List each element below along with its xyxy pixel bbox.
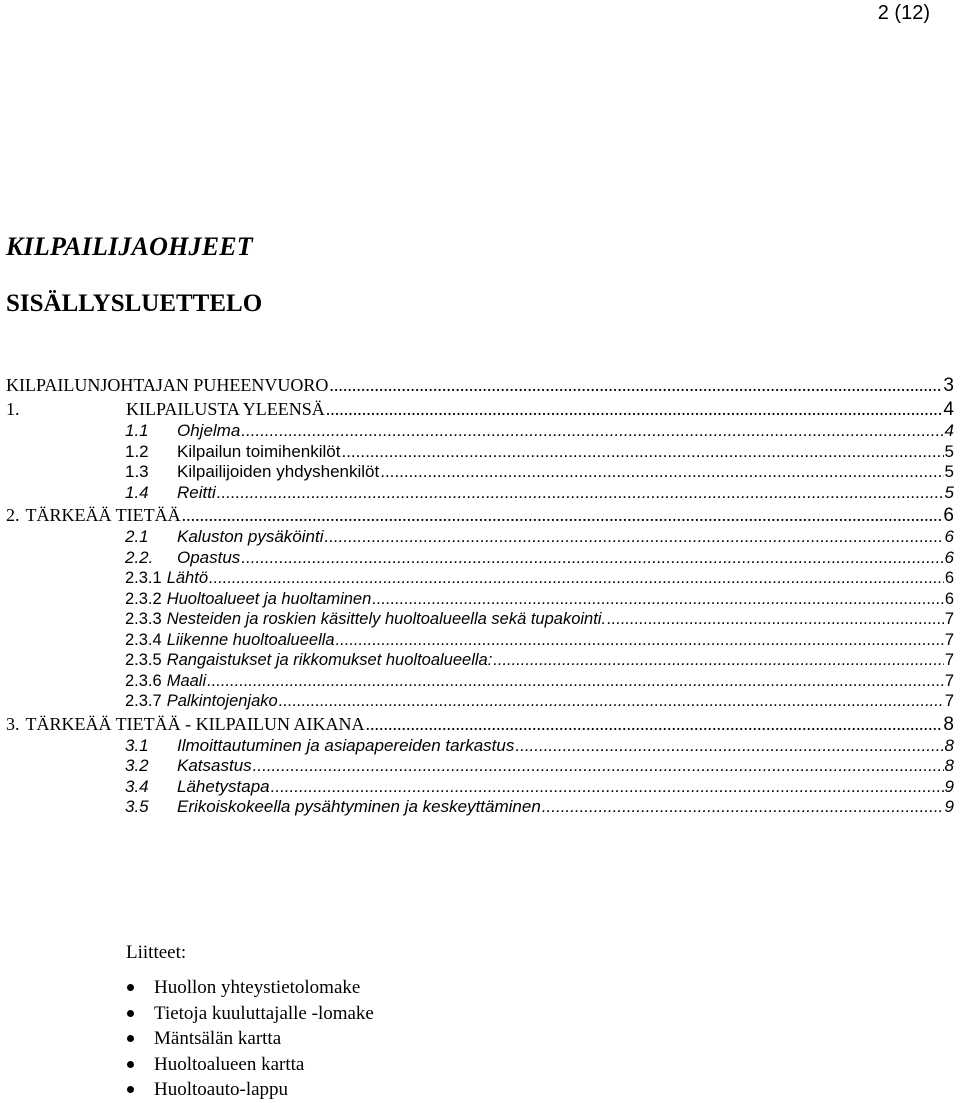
toc-entry[interactable] — [6, 691, 954, 712]
toc-entry[interactable] — [6, 589, 954, 610]
toc-dot-leader — [515, 736, 943, 757]
toc-entry-number: 2.2. — [125, 547, 154, 567]
attachment-item — [126, 1077, 374, 1103]
toc-entry-number: 1.2 — [125, 441, 149, 461]
toc-dot-leader — [493, 650, 944, 671]
toc-entry[interactable] — [6, 650, 954, 671]
attachment-item — [126, 1026, 374, 1052]
toc-dot-leader — [542, 797, 944, 818]
toc-entry-label: Opastus — [177, 547, 241, 567]
toc-dot-leader — [607, 609, 944, 630]
attachment-label: Tietoja kuuluttajalle -lomake — [154, 1002, 374, 1024]
bullet-icon — [127, 1086, 134, 1093]
toc-entry-number: 1.3 — [125, 462, 149, 481]
toc-dot-leader — [324, 527, 943, 548]
toc-entry-page: 8 — [944, 735, 954, 755]
toc-dot-leader — [207, 671, 944, 692]
toc-entry[interactable] — [6, 373, 954, 397]
toc-dot-leader — [341, 442, 943, 463]
toc-entry-label: Kilpailun toimihenkilöt — [177, 441, 341, 461]
toc-dot-leader — [279, 691, 944, 712]
toc-entry-label: Nesteiden ja roskien käsittely huoltoalueella sekä tupakointi. — [166, 610, 607, 628]
toc-entry[interactable] — [6, 548, 954, 569]
toc-entry-label: Maali — [166, 671, 207, 690]
toc-entry-label: Katsastus — [177, 756, 252, 775]
toc-dot-leader — [182, 503, 943, 527]
toc-entry[interactable] — [6, 397, 954, 421]
toc-entry-page: 3 — [943, 375, 954, 396]
toc-entry-number: 2.3.3 — [125, 610, 162, 628]
toc-entry-label: KILPAILUNJOHTAJAN PUHEENVUORO — [6, 375, 329, 395]
page-number: 2 (12) — [877, 2, 930, 24]
toc-entry-number: 2.3.1 — [125, 569, 162, 587]
toc-entry-label: Kaluston pysäköinti — [177, 527, 324, 546]
toc-dot-leader — [365, 712, 942, 736]
toc-entry[interactable] — [6, 712, 954, 736]
toc-entry-page: 5 — [944, 462, 954, 481]
toc-dot-leader — [326, 397, 943, 421]
toc-entry-label: Reitti — [177, 482, 216, 502]
attachments-heading: Liitteet: — [126, 942, 187, 963]
toc-entry-number: 3.1 — [125, 735, 149, 755]
toc-entry-page: 4 — [944, 421, 954, 440]
toc-entry-page: 7 — [944, 630, 954, 649]
toc-entry[interactable] — [6, 527, 954, 548]
toc-entry-label: Ilmoittautuminen ja asiapapereiden tarkastus — [177, 735, 515, 755]
toc-entry-number: 2. — [6, 505, 20, 525]
bullet-icon — [127, 1010, 134, 1017]
attachment-item — [126, 975, 374, 1001]
toc-dot-leader — [241, 421, 943, 442]
attachment-item — [126, 1001, 374, 1027]
toc-dot-leader — [329, 373, 942, 397]
toc-entry[interactable] — [6, 630, 954, 651]
toc-heading: SISÄLLYSLUETTELO — [6, 290, 263, 317]
toc-entry-number: 3. — [6, 713, 20, 734]
attachment-item — [126, 1052, 374, 1078]
toc-entry-page: 5 — [944, 482, 954, 502]
toc-entry-number: 2.3.7 — [125, 692, 162, 710]
attachment-label: Huoltoauto-lappu — [154, 1079, 289, 1100]
attachment-label: Huoltoalueen kartta — [154, 1053, 305, 1075]
toc-entry[interactable] — [6, 503, 954, 527]
toc-entry-page: 4 — [943, 399, 954, 420]
table-of-contents — [6, 373, 954, 818]
toc-entry-page: 8 — [944, 756, 954, 775]
toc-entry-page: 7 — [944, 610, 954, 628]
toc-entry-page: 9 — [944, 797, 954, 816]
toc-entry[interactable] — [6, 756, 954, 777]
toc-entry-number: 3.2 — [125, 756, 149, 775]
toc-dot-leader — [271, 777, 944, 798]
toc-entry[interactable] — [6, 483, 954, 504]
attachment-label: Huollon yhteystietolomake — [154, 977, 361, 998]
toc-entry-label: Palkintojenjako — [166, 692, 278, 710]
toc-entry[interactable] — [6, 421, 954, 442]
toc-entry-page: 6 — [944, 589, 954, 608]
toc-entry-page: 6 — [944, 569, 954, 587]
toc-entry-number: 3.5 — [125, 797, 149, 816]
toc-entry[interactable] — [6, 797, 954, 818]
bullet-icon — [127, 984, 134, 991]
toc-entry-number: 1.4 — [125, 482, 149, 502]
toc-entry[interactable] — [6, 568, 954, 589]
toc-entry-label: TÄRKEÄÄ TIETÄÄ - KILPAILUN AIKANA — [25, 713, 365, 734]
toc-entry-page: 5 — [944, 441, 954, 461]
toc-dot-leader — [209, 568, 944, 589]
toc-entry-label: TÄRKEÄÄ TIETÄÄ — [25, 505, 181, 525]
toc-entry-label: Huoltoalueet ja huoltaminen — [166, 589, 372, 608]
document-title: KILPAILIJAOHJEET — [6, 232, 253, 261]
toc-entry-page: 9 — [944, 776, 954, 796]
toc-entry[interactable] — [6, 609, 954, 630]
toc-entry-label: Lähtö — [166, 569, 208, 587]
toc-entry-page: 8 — [943, 713, 954, 735]
toc-entry-number: 2.3.4 — [125, 630, 162, 649]
toc-entry[interactable] — [6, 462, 954, 483]
bullet-icon — [127, 1035, 134, 1042]
toc-dot-leader — [336, 630, 944, 651]
toc-entry-page: 6 — [944, 547, 954, 567]
attachment-label: Mäntsälän kartta — [154, 1028, 282, 1049]
attachments-section — [126, 941, 374, 1103]
toc-dot-leader — [380, 462, 943, 483]
toc-entry-number: 1. — [6, 399, 20, 419]
toc-dot-leader — [241, 548, 943, 569]
toc-entry[interactable] — [6, 777, 954, 798]
toc-entry-page: 7 — [944, 651, 954, 669]
toc-entry-label: KILPAILUSTA YLEENSÄ — [126, 399, 325, 419]
toc-entry-page: 6 — [943, 505, 954, 526]
toc-entry-number: 3.4 — [125, 776, 149, 796]
attachments-list — [126, 975, 374, 1103]
toc-entry-number: 2.1 — [125, 527, 149, 546]
toc-entry-label: Kilpailijoiden yhdyshenkilöt — [177, 462, 380, 481]
toc-entry-number: 2.3.6 — [125, 671, 162, 690]
toc-entry-number: 2.3.5 — [125, 651, 162, 669]
bullet-icon — [127, 1061, 134, 1068]
toc-dot-leader — [253, 756, 944, 777]
toc-entry-number: 1.1 — [125, 421, 149, 440]
toc-entry-label: Erikoiskokeella pysähtyminen ja keskeyttäminen — [177, 797, 541, 816]
toc-entry-page: 7 — [944, 692, 954, 710]
toc-dot-leader — [217, 483, 944, 504]
toc-entry-label: Rangaistukset ja rikkomukset huoltoalueella: — [166, 651, 493, 669]
toc-entry-label: Ohjelma — [177, 421, 241, 440]
toc-entry-label: Lähetystapa — [177, 776, 270, 796]
toc-entry-page: 7 — [944, 671, 954, 690]
toc-entry[interactable] — [6, 442, 954, 463]
toc-dot-leader — [372, 589, 944, 610]
toc-entry[interactable] — [6, 671, 954, 692]
toc-entry-label: Liikenne huoltoalueella — [166, 630, 335, 649]
toc-entry-number: 2.3.2 — [125, 589, 162, 608]
toc-entry-page: 6 — [944, 527, 954, 546]
toc-entry[interactable] — [6, 736, 954, 757]
